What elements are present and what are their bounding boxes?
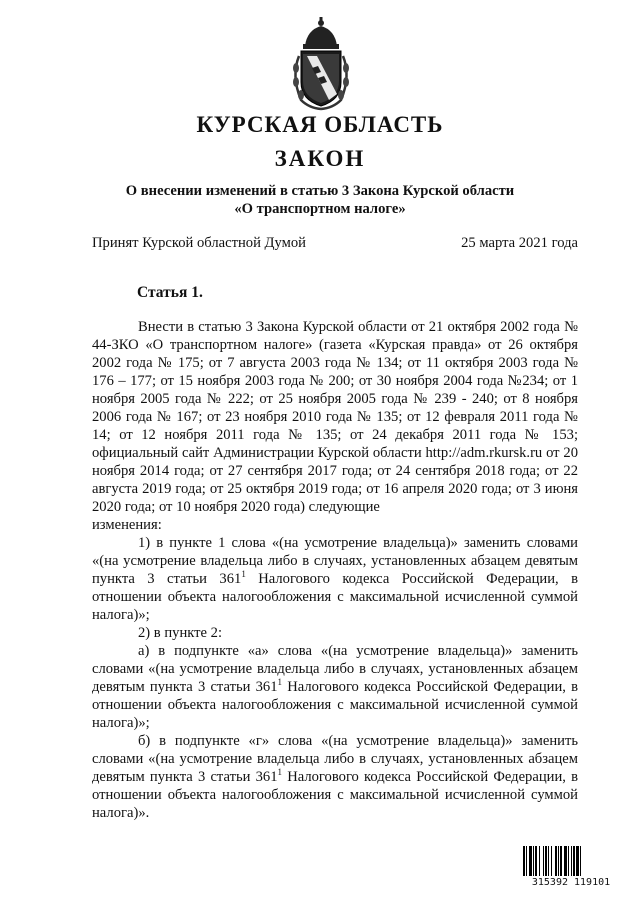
adopted-by: Принят Курской областной Думой	[92, 235, 306, 251]
superscript: 1	[241, 569, 246, 579]
barcode	[523, 846, 619, 876]
item-1	[92, 534, 578, 624]
intro-paragraph: Внести в статью 3 Закона Курской области от 21 октября 2002 года № 44-ЗКО «О транспортном налоге» (газета «Курская правда» от 26 октября 2002 года № 175; от 7 августа 2003 года № 134; от 11 октября 2003 года № 176 – 177; от 15 ноября 2003 года № 200; от 30 ноября 2004 года №234; от 1 ноября 2005 года № 222; от 25 ноября 2005 года № 239 - 240; от 8 ноября 2006 года № 167; от 23 ноября 2010 года № 135; от 12 февраля 2011 года № 14; от 12 ноября 2011 года № 135; от 24 декабря 2011 года № 153; официальный сайт Администрации Курской области http://adm.rkursk.ru от 20 ноября 2014 года; от 27 сентября 2017 года; от 24 сентября 2018 года; от 22 августа 2019 года; от 25 октября 2019 года; от 16 апреля 2020 года; от 3 июня 2020 года; от 10 ноября 2020 года) следующие	[92, 319, 578, 515]
law-subject	[120, 182, 520, 218]
document-type-title: ЗАКОН	[274, 146, 366, 171]
adoption-date: 25 марта 2021 года	[461, 235, 578, 251]
article-body	[92, 318, 578, 822]
superscript: 1	[277, 767, 283, 777]
coat-of-arms-icon	[287, 16, 355, 112]
barcode-number: 315392 119101	[531, 877, 611, 888]
item-2b-text-end: Налогового кодекса Российской Федерации, в отношении объекта налогообложения с максимальной исчисленной суммой налога)».	[92, 769, 578, 821]
article-heading: Статья 1.	[137, 284, 203, 301]
item-2: 2) в пункте 2:	[138, 625, 223, 641]
subject-line-2: «О транспортном налоге»	[234, 201, 406, 217]
region-title: КУРСКАЯ ОБЛАСТЬ	[196, 112, 444, 137]
item-2a-text-end: Налогового кодекса Российской Федерации, в отношении объекта налогообложения с максимальной исчисленной суммой налога)»;	[92, 679, 578, 731]
item-2b-text: б) в подпункте «г» слова «(на усмотрение владельца)» заменить словами «(на усмотрение владельца либо в случаях, установленных абзацем девятым пункта 3 статьи 361	[92, 733, 578, 785]
subject-line-1: О внесении изменений в статью 3 Закона Курской области	[125, 183, 515, 199]
item-2b	[92, 732, 578, 822]
item-2a-text: а) в подпункте «а» слова «(на усмотрение владельца)» заменить словами «(на усмотрение владельца либо в случаях, установленных абзацем девятым пункта 3 статьи 361	[92, 643, 578, 695]
intro-ending: изменения:	[92, 517, 162, 533]
superscript: 1	[277, 677, 283, 687]
item-1-text: 1) в пункте 1 слова «(на усмотрение владельца)» заменить словами «(на усмотрение владельца либо в случаях, установленных абзацем девятым пункта 3 статьи 361	[92, 535, 578, 587]
item-1-text-end: Налогового кодекса Российской Федерации, в отношении объекта налогообложения с максимальной исчисленной суммой налога)»;	[92, 571, 578, 623]
item-2a	[92, 642, 578, 732]
